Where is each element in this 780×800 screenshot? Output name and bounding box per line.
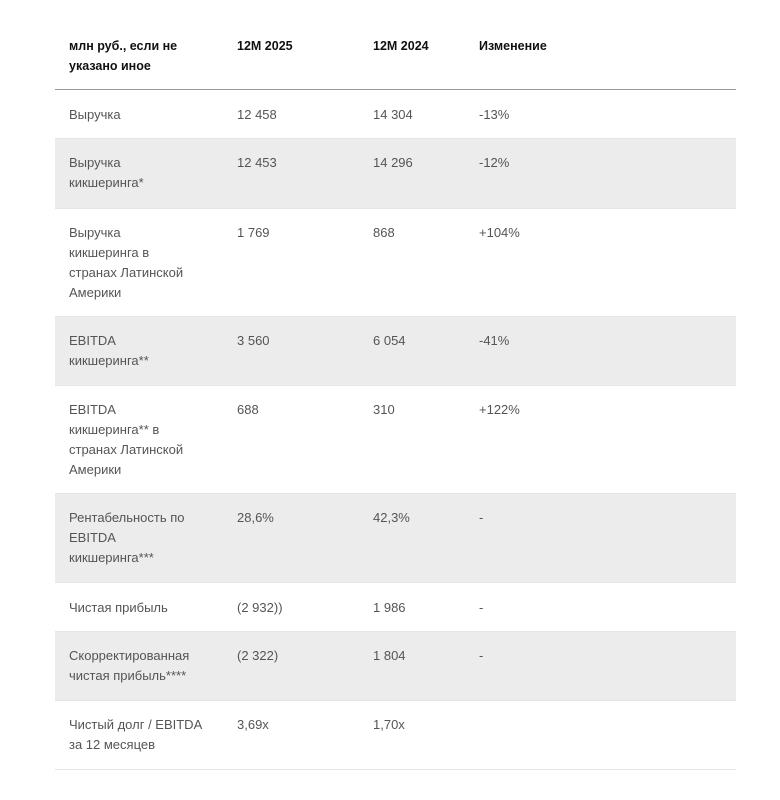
table-row <box>55 386 736 494</box>
row-label: Выручка кикшеринга* <box>69 155 144 190</box>
row-label: EBITDA кикшеринга** в странах Латинской Америки <box>69 402 184 477</box>
table-row <box>55 494 736 583</box>
row-value-2025: 12 453 <box>237 155 277 170</box>
row-change: - <box>479 510 484 525</box>
table-row <box>55 209 736 317</box>
table-header-row <box>55 28 736 90</box>
row-value-2025: 3,69x <box>237 717 269 732</box>
row-value-2025: 12 458 <box>237 107 277 122</box>
table-row <box>55 583 736 632</box>
row-change: +122% <box>479 402 520 417</box>
row-value-2025: 1 769 <box>237 225 270 240</box>
row-change: +104% <box>479 225 520 240</box>
row-change: -13% <box>479 107 510 122</box>
row-value-2024: 310 <box>373 402 395 417</box>
row-change: -12% <box>479 155 510 170</box>
row-label: Скорректированная чистая прибыль**** <box>69 648 190 683</box>
row-value-2024: 14 304 <box>373 107 413 122</box>
row-label: Чистый долг / EBITDA за 12 месяцев <box>69 717 203 752</box>
header-change: Изменение <box>479 39 547 53</box>
header-metric: млн руб., если не указано иное <box>69 39 178 73</box>
row-value-2025: (2 932)) <box>237 600 283 615</box>
row-value-2025: 3 560 <box>237 333 270 348</box>
table-row <box>55 701 736 770</box>
table-row <box>55 139 736 209</box>
financial-table <box>55 28 736 770</box>
table-row <box>55 90 736 139</box>
row-value-2024: 1 986 <box>373 600 406 615</box>
row-value-2024: 868 <box>373 225 395 240</box>
row-value-2025: 688 <box>237 402 259 417</box>
row-value-2024: 1 804 <box>373 648 406 663</box>
row-label: EBITDA кикшеринга** <box>69 333 149 368</box>
table-row <box>55 317 736 386</box>
row-change: - <box>479 600 484 615</box>
header-12m-2024: 12М 2024 <box>373 39 429 53</box>
row-value-2024: 1,70x <box>373 717 405 732</box>
row-value-2025: (2 322) <box>237 648 279 663</box>
row-value-2024: 6 054 <box>373 333 406 348</box>
row-label: Выручка <box>69 107 121 122</box>
row-label: Чистая прибыль <box>69 600 168 615</box>
table-row <box>55 632 736 701</box>
row-value-2024: 42,3% <box>373 510 410 525</box>
row-change <box>479 701 736 769</box>
row-value-2024: 14 296 <box>373 155 413 170</box>
row-change: - <box>479 648 484 663</box>
row-label: Рентабельность по EBITDA кикшеринга*** <box>69 510 185 565</box>
row-label: Выручка кикшеринга в странах Латинской Америки <box>69 225 184 300</box>
row-change: -41% <box>479 333 510 348</box>
header-12m-2025: 12М 2025 <box>237 39 293 53</box>
row-value-2025: 28,6% <box>237 510 274 525</box>
